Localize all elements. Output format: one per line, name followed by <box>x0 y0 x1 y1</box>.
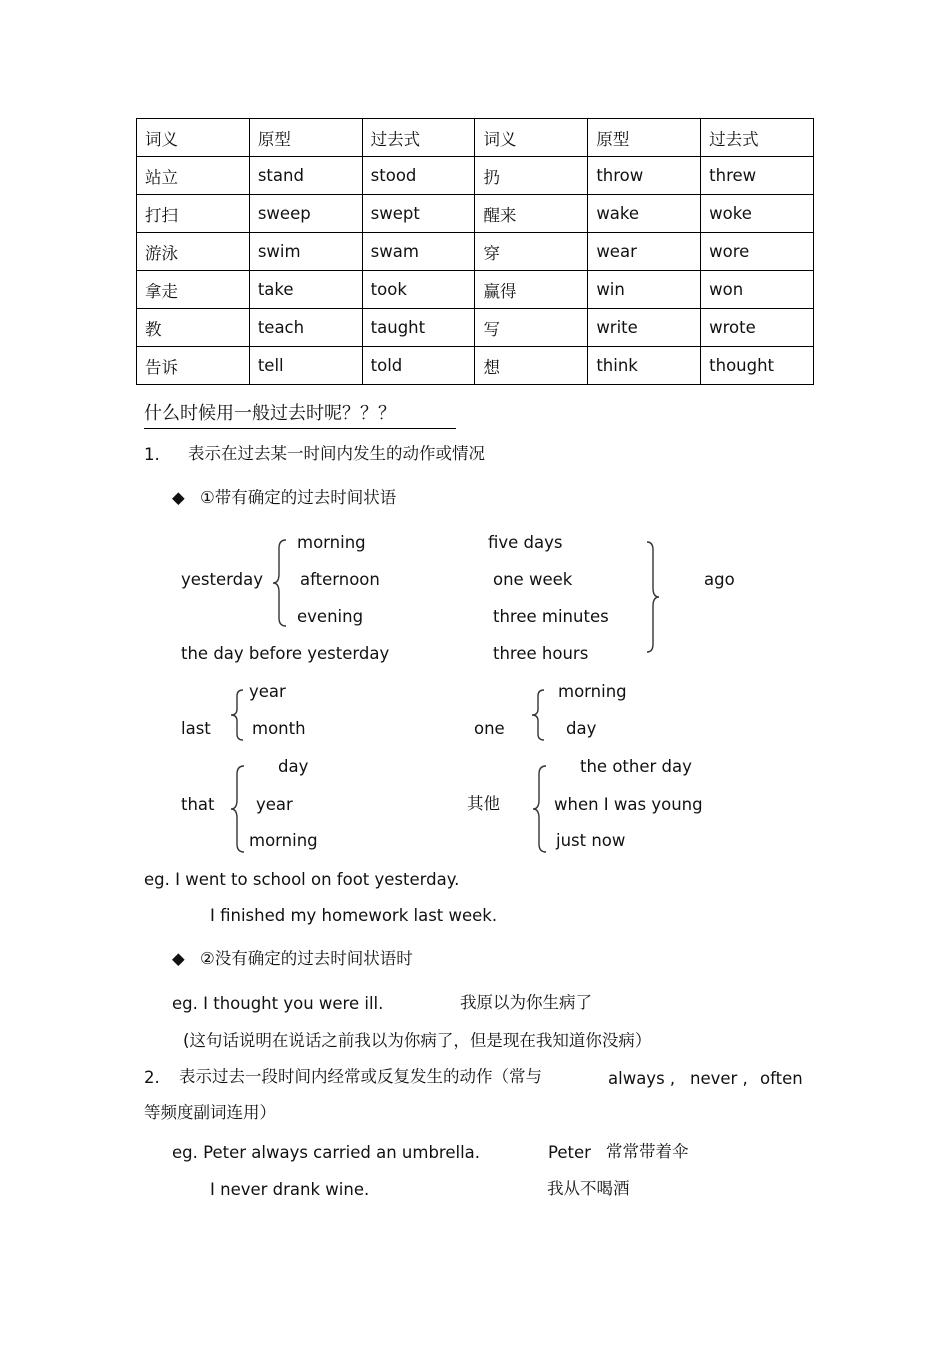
point2-text-continued: 等频度副词连用） <box>144 1103 276 1122</box>
table-cell: took <box>362 271 475 309</box>
table-cell: thought <box>701 347 814 385</box>
header-cell: 原型 <box>249 119 362 157</box>
table-cell: tell <box>249 347 362 385</box>
others-label: 其他 <box>467 794 500 813</box>
table-row <box>137 157 814 195</box>
verb-table <box>136 118 814 385</box>
ago-item: five days <box>488 533 563 552</box>
point1-sub2: ②没有确定的过去时间状语时 <box>200 949 413 968</box>
header-cell: 过去式 <box>362 119 475 157</box>
header-cell: 词义 <box>475 119 588 157</box>
table-cell: won <box>701 271 814 309</box>
bullet-diamond: ◆ <box>172 949 185 968</box>
example-5: I never drank wine. <box>210 1180 370 1199</box>
yesterday-item: afternoon <box>300 570 380 589</box>
table-cell: told <box>362 347 475 385</box>
table-cell: 扔 <box>475 157 588 195</box>
table-cell: teach <box>249 309 362 347</box>
day-before-yesterday: the day before yesterday <box>181 644 390 663</box>
that-item: morning <box>249 831 318 850</box>
one-item: day <box>566 719 597 738</box>
that-item: day <box>278 757 309 776</box>
table-cell: taught <box>362 309 475 347</box>
table-cell: stood <box>362 157 475 195</box>
point2-number: 2. <box>144 1068 160 1087</box>
that-label: that <box>181 795 215 814</box>
table-row <box>137 233 814 271</box>
table-cell: stand <box>249 157 362 195</box>
table-cell: 想 <box>475 347 588 385</box>
table-cell: threw <box>701 157 814 195</box>
table-cell: 穿 <box>475 233 588 271</box>
right-brace-icon <box>643 540 663 654</box>
point1-sub1: ①带有确定的过去时间状语 <box>200 488 397 507</box>
left-brace-icon <box>228 688 246 742</box>
header-cell: 原型 <box>588 119 701 157</box>
table-cell: swim <box>249 233 362 271</box>
that-item: year <box>256 795 293 814</box>
ago-label: ago <box>704 570 735 589</box>
last-item: month <box>252 719 306 738</box>
example-4-translation-name: Peter <box>548 1143 591 1162</box>
left-brace-icon <box>270 538 290 628</box>
table-row <box>137 309 814 347</box>
table-cell: wrote <box>701 309 814 347</box>
one-label: one <box>474 719 505 738</box>
table-cell: sweep <box>249 195 362 233</box>
adverb-always: always , <box>608 1069 676 1088</box>
table-cell: throw <box>588 157 701 195</box>
table-header-row <box>137 119 814 157</box>
example-5-translation: 我从不喝酒 <box>547 1179 630 1198</box>
table-cell: think <box>588 347 701 385</box>
others-item: just now <box>556 831 626 850</box>
table-cell: woke <box>701 195 814 233</box>
point1-text: 表示在过去某一时间内发生的动作或情况 <box>188 444 485 463</box>
example-4-translation: 常常带着伞 <box>606 1142 689 1161</box>
example-4: eg. Peter always carried an umbrella. <box>172 1143 481 1162</box>
table-cell: take <box>249 271 362 309</box>
table-cell: 告诉 <box>137 347 250 385</box>
table-cell: win <box>588 271 701 309</box>
table-cell: 拿走 <box>137 271 250 309</box>
example-1: eg. I went to school on foot yesterday. <box>144 870 460 889</box>
table-cell: wear <box>588 233 701 271</box>
left-brace-icon <box>228 764 248 854</box>
table-cell: swam <box>362 233 475 271</box>
ago-item: three minutes <box>493 607 609 626</box>
table-row <box>137 195 814 233</box>
explanation-note: (这句话说明在说话之前我以为你病了，但是现在我知道你没病） <box>183 1031 652 1050</box>
verb-table-body <box>137 119 814 385</box>
table-cell: 游泳 <box>137 233 250 271</box>
adverb-never: never , <box>690 1069 748 1088</box>
example-2: I finished my homework last week. <box>210 906 498 925</box>
yesterday-label: yesterday <box>181 570 263 589</box>
section-heading: 什么时候用一般过去时呢？？？ <box>144 399 456 429</box>
table-cell: 醒来 <box>475 195 588 233</box>
yesterday-item: morning <box>297 533 366 552</box>
left-brace-icon <box>529 688 547 742</box>
table-row <box>137 271 814 309</box>
example-3: eg. I thought you were ill. <box>172 994 384 1013</box>
last-item: year <box>249 682 286 701</box>
bullet-diamond: ◆ <box>172 488 185 507</box>
one-item: morning <box>558 682 627 701</box>
adverb-often: often <box>760 1069 803 1088</box>
others-item: when I was young <box>554 795 703 814</box>
last-label: last <box>181 719 211 738</box>
table-cell: wore <box>701 233 814 271</box>
point1-number: 1. <box>144 445 160 464</box>
table-cell: 打扫 <box>137 195 250 233</box>
table-cell: 教 <box>137 309 250 347</box>
point2-text: 表示过去一段时间内经常或反复发生的动作（常与 <box>179 1067 542 1086</box>
table-cell: write <box>588 309 701 347</box>
table-cell: 赢得 <box>475 271 588 309</box>
header-cell: 词义 <box>137 119 250 157</box>
table-cell: wake <box>588 195 701 233</box>
table-cell: swept <box>362 195 475 233</box>
table-cell: 站立 <box>137 157 250 195</box>
yesterday-item: evening <box>297 607 364 626</box>
example-3-translation: 我原以为你生病了 <box>460 993 592 1012</box>
table-cell: 写 <box>475 309 588 347</box>
left-brace-icon <box>530 764 550 854</box>
others-item: the other day <box>580 757 692 776</box>
ago-item: three hours <box>493 644 589 663</box>
table-row <box>137 347 814 385</box>
ago-item: one week <box>493 570 573 589</box>
header-cell: 过去式 <box>701 119 814 157</box>
